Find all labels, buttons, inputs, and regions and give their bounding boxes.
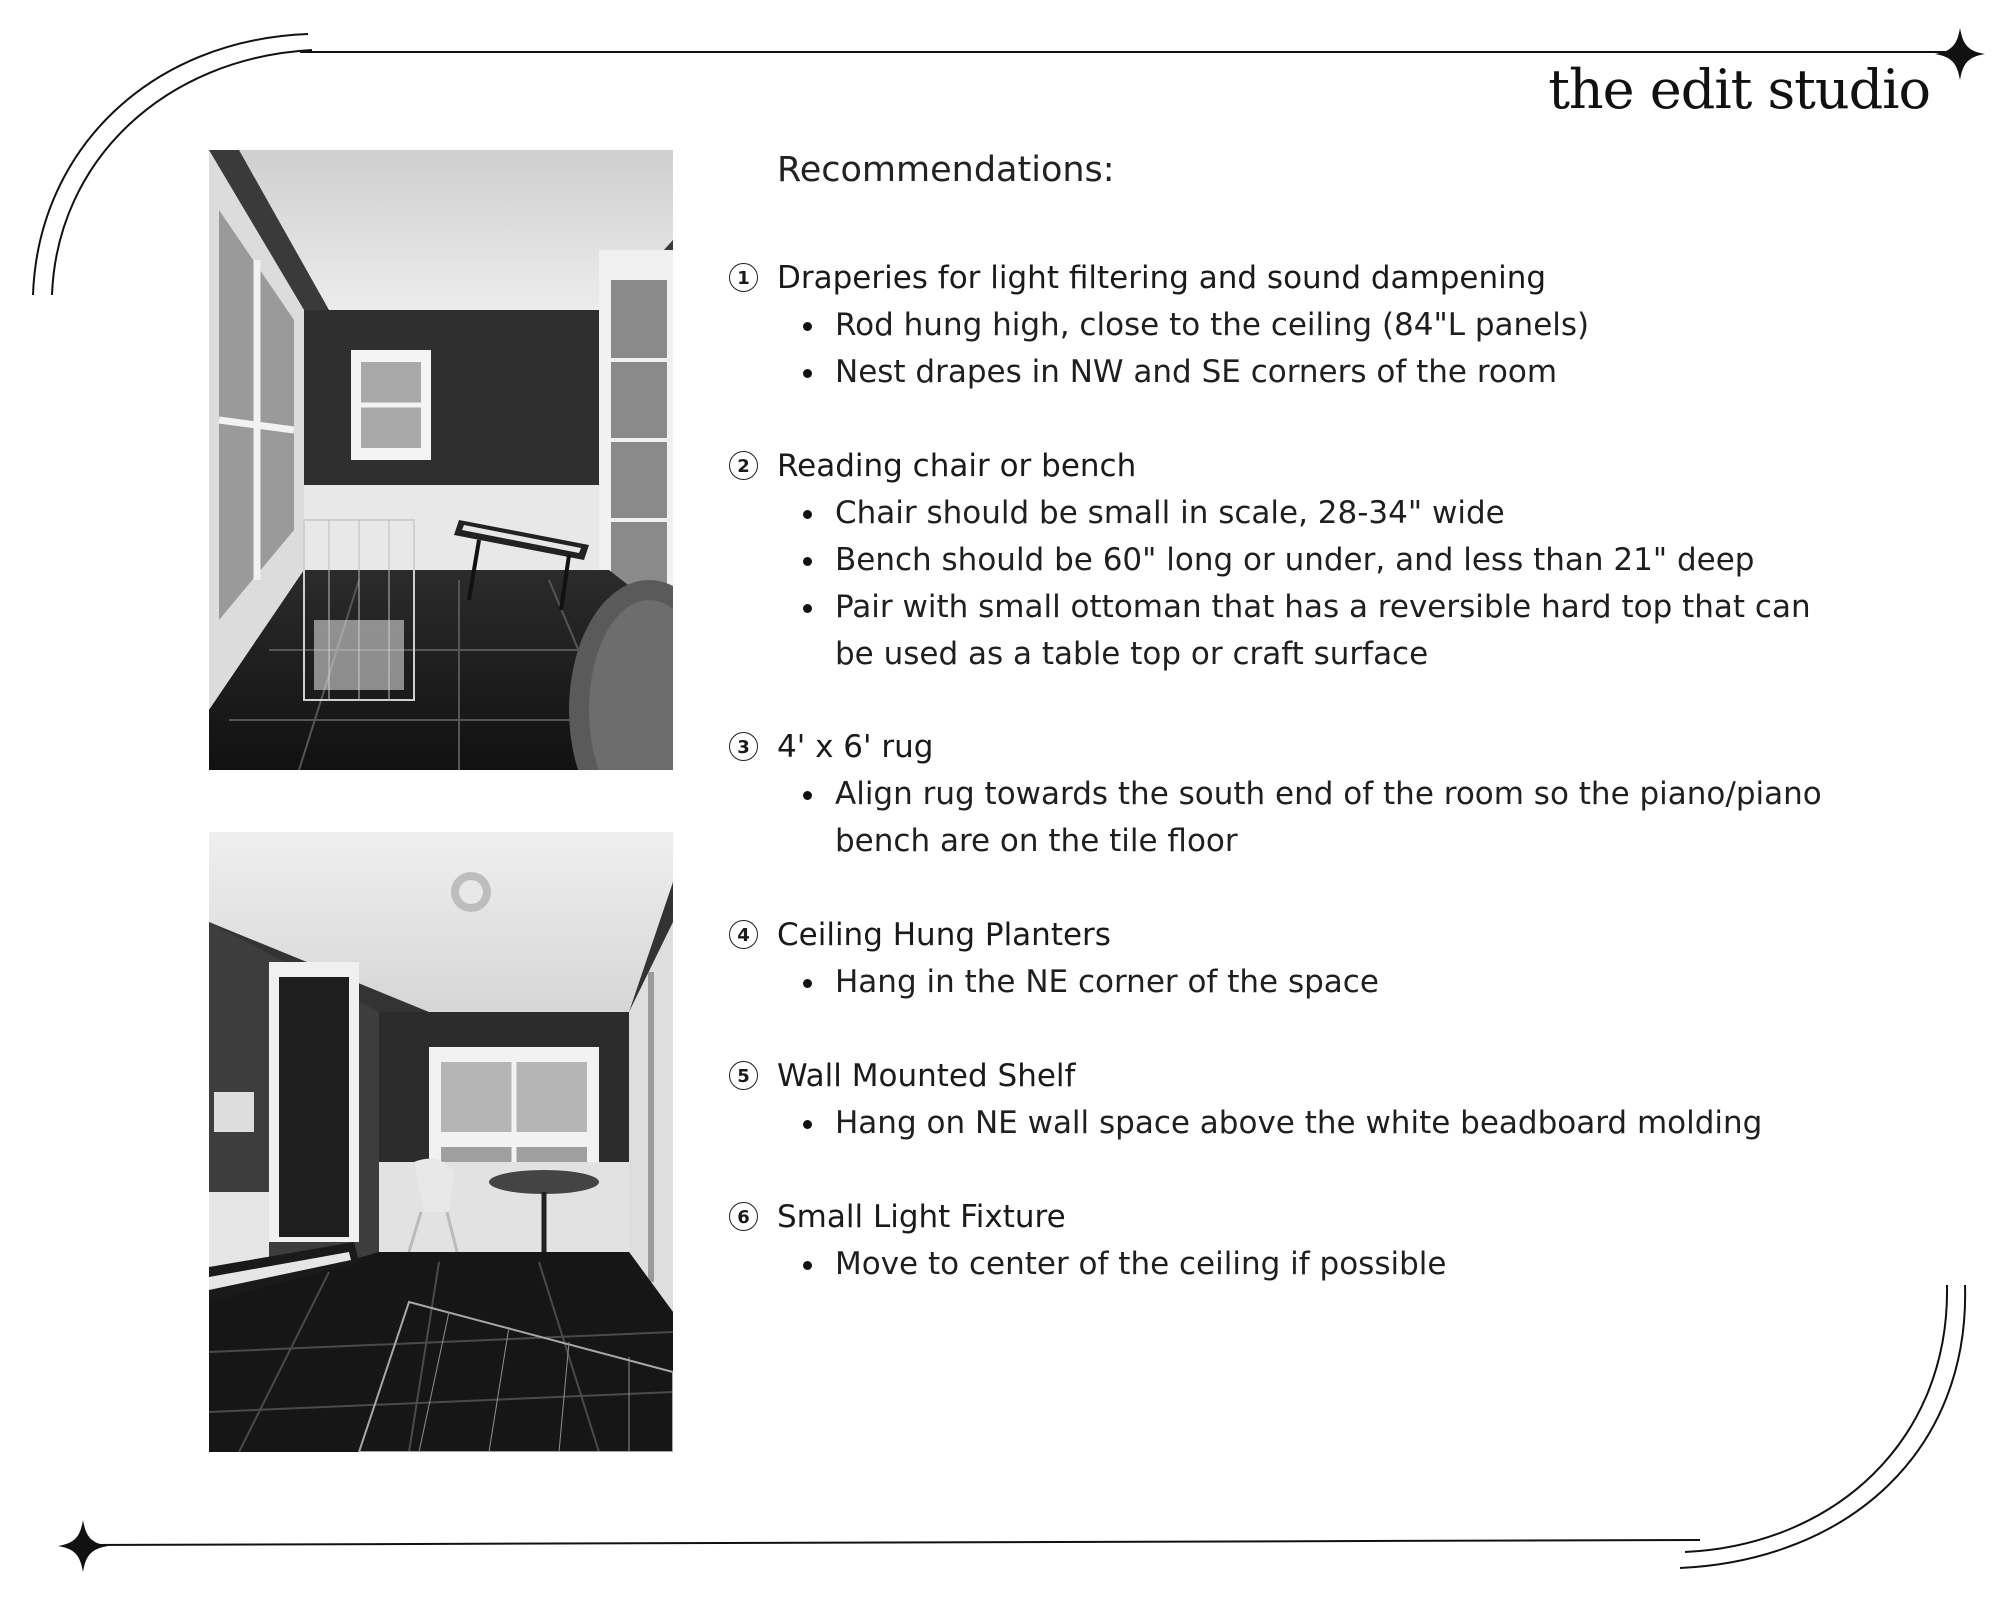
recommendation-title: Small Light Fixture	[777, 1199, 1066, 1235]
recommendation-title: Reading chair or bench	[777, 448, 1137, 484]
bullet-list	[835, 959, 1835, 1006]
number-badge: 3	[729, 732, 758, 761]
bullet-item-continuation: bench are on the tile floor	[835, 823, 1238, 859]
bullet-item: Chair should be small in scale, 28-34" wide	[835, 490, 1835, 537]
bullet-list	[835, 1100, 1835, 1147]
bullet-item: Hang on NE wall space above the white beadboard molding	[835, 1100, 1835, 1147]
sparkle-icon	[1935, 28, 1985, 80]
number-badge: 1	[729, 263, 758, 292]
room-photo-top	[209, 150, 673, 770]
bullet-list	[835, 302, 1835, 396]
bullet-item: Bench should be 60" long or under, and less than 21" deep	[835, 537, 1835, 584]
number-badge: 2	[729, 451, 758, 480]
bullet-item: Pair with small ottoman that has a reversible hard top that can	[835, 584, 1835, 631]
recommendation-title: Draperies for light filtering and sound dampening	[777, 260, 1547, 296]
sparkle-icon	[58, 1520, 108, 1572]
bullet-item-continuation: be used as a table top or craft surface	[835, 636, 1429, 672]
brand-logo-text: the edit studio	[1548, 58, 1930, 121]
bullet-list	[835, 1241, 1835, 1288]
bottom-right-arc-inner	[1685, 1285, 1947, 1552]
recommendation-title: 4' x 6' rug	[777, 729, 934, 765]
bullet-item: Align rug towards the south end of the room so the piano/piano	[835, 771, 1835, 818]
bullet-list	[835, 771, 1835, 865]
room-photo-bottom	[209, 832, 673, 1452]
number-badge: 6	[729, 1202, 758, 1231]
recommendation-title: Wall Mounted Shelf	[777, 1058, 1076, 1094]
bullet-item: Nest drapes in NW and SE corners of the room	[835, 349, 1835, 396]
number-badge: 4	[729, 920, 758, 949]
bottom-right-arc-outer	[1680, 1285, 1965, 1568]
bullet-item: Hang in the NE corner of the space	[835, 959, 1835, 1006]
recommendation-title: Ceiling Hung Planters	[777, 917, 1111, 953]
number-badge: 5	[729, 1061, 758, 1090]
page-heading: Recommendations:	[777, 150, 1115, 190]
bullet-item: Move to center of the ceiling if possible	[835, 1241, 1835, 1288]
bullet-item: Rod hung high, close to the ceiling (84"L panels)	[835, 302, 1835, 349]
bottom-rule	[80, 1540, 1700, 1545]
bullet-list	[835, 490, 1835, 678]
